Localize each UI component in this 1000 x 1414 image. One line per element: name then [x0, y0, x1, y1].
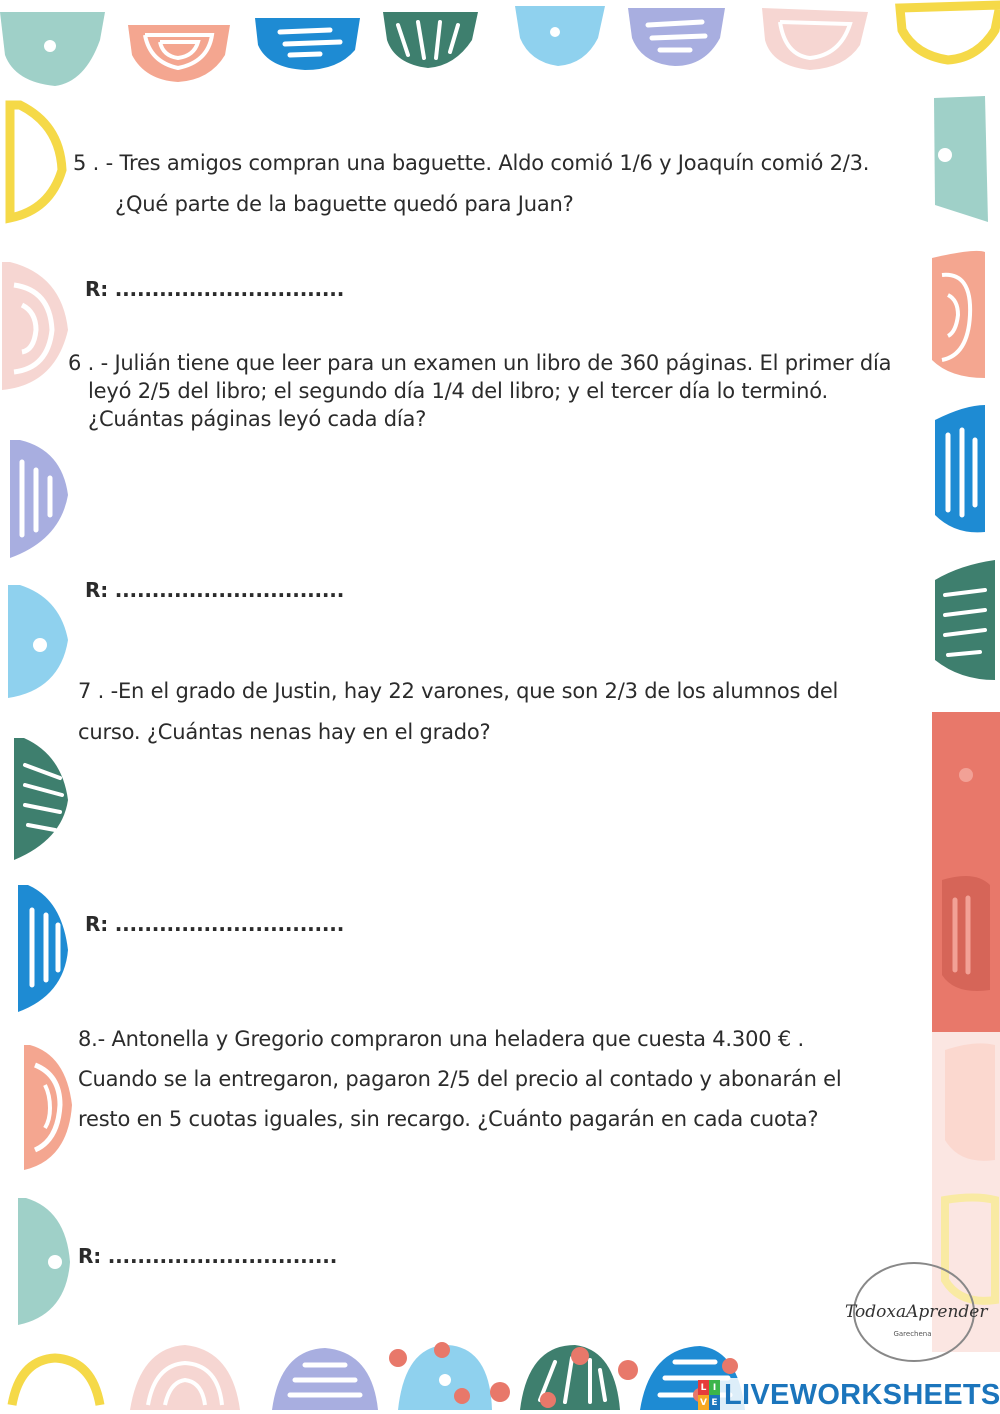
left-shape-green-icon: [14, 738, 68, 860]
bottom-shape-yellow-icon: [12, 1358, 100, 1405]
problem-8-answer-field[interactable]: R: ...............................: [78, 1244, 338, 1268]
top-shape-sky-icon: [515, 6, 605, 66]
author-logo: [845, 1262, 988, 1362]
problem-5-line-2: ¿Qué parte de la baguette quedó para Juan?: [115, 192, 574, 216]
problem-7-line-2: curso. ¿Cuántas nenas hay en el grado?: [78, 720, 491, 744]
problem-7-line-1: 7 . -En el grado de Justin, hay 22 varones, que son 2/3 de los alumnos del: [78, 679, 839, 703]
problem-8-line-2: Cuando se la entregaron, pagaron 2/5 del precio al contado y abonarán el: [78, 1067, 842, 1091]
logo-title: TodoxaAprender: [845, 1302, 988, 1322]
left-shape-yellow-icon: [10, 105, 62, 218]
top-shape-green-icon: [383, 12, 478, 68]
problem-6-line-1: 6 . - Julián tiene que leer para un examen un libro de 360 páginas. El primer día: [68, 351, 892, 375]
left-shape-teal-icon: [18, 1198, 70, 1325]
bottom-shape-pink-spiral-icon: [130, 1345, 240, 1410]
live-badge-icon: L I V E: [698, 1380, 720, 1410]
right-shape-green-icon: [935, 560, 995, 680]
problem-7-answer-field[interactable]: R: ...............................: [85, 912, 345, 936]
top-shape-pink-icon: [762, 8, 868, 70]
problem-6-line-3: ¿Cuántas páginas leyó cada día?: [88, 407, 427, 431]
problem-6-answer-field[interactable]: R: ...............................: [85, 578, 345, 602]
problem-5-line-1: 5 . - Tres amigos compran una baguette. Aldo comió 1/6 y Joaquín comió 2/3.: [73, 151, 870, 175]
problem-6-line-2: leyó 2/5 del libro; el segundo día 1/4 del libro; y el tercer día lo terminó.: [88, 379, 828, 403]
liveworksheets-watermark: [698, 1378, 1000, 1412]
logo-subtitle: Garechena: [893, 1330, 932, 1338]
problem-5-answer-field[interactable]: R: ...............................: [85, 277, 345, 301]
problem-8-line-1: 8.- Antonella y Gregorio compraron una heladera que cuesta 4.300 € .: [78, 1027, 804, 1051]
problem-8-line-3: resto en 5 cuotas iguales, sin recargo. ¿Cuánto pagarán en cada cuota?: [78, 1107, 819, 1131]
liveworksheets-text: LIVEWORKSHEETS: [724, 1378, 1000, 1411]
top-shape-yellow-icon: [900, 5, 1000, 60]
left-shape-lavender-icon: [10, 440, 68, 558]
